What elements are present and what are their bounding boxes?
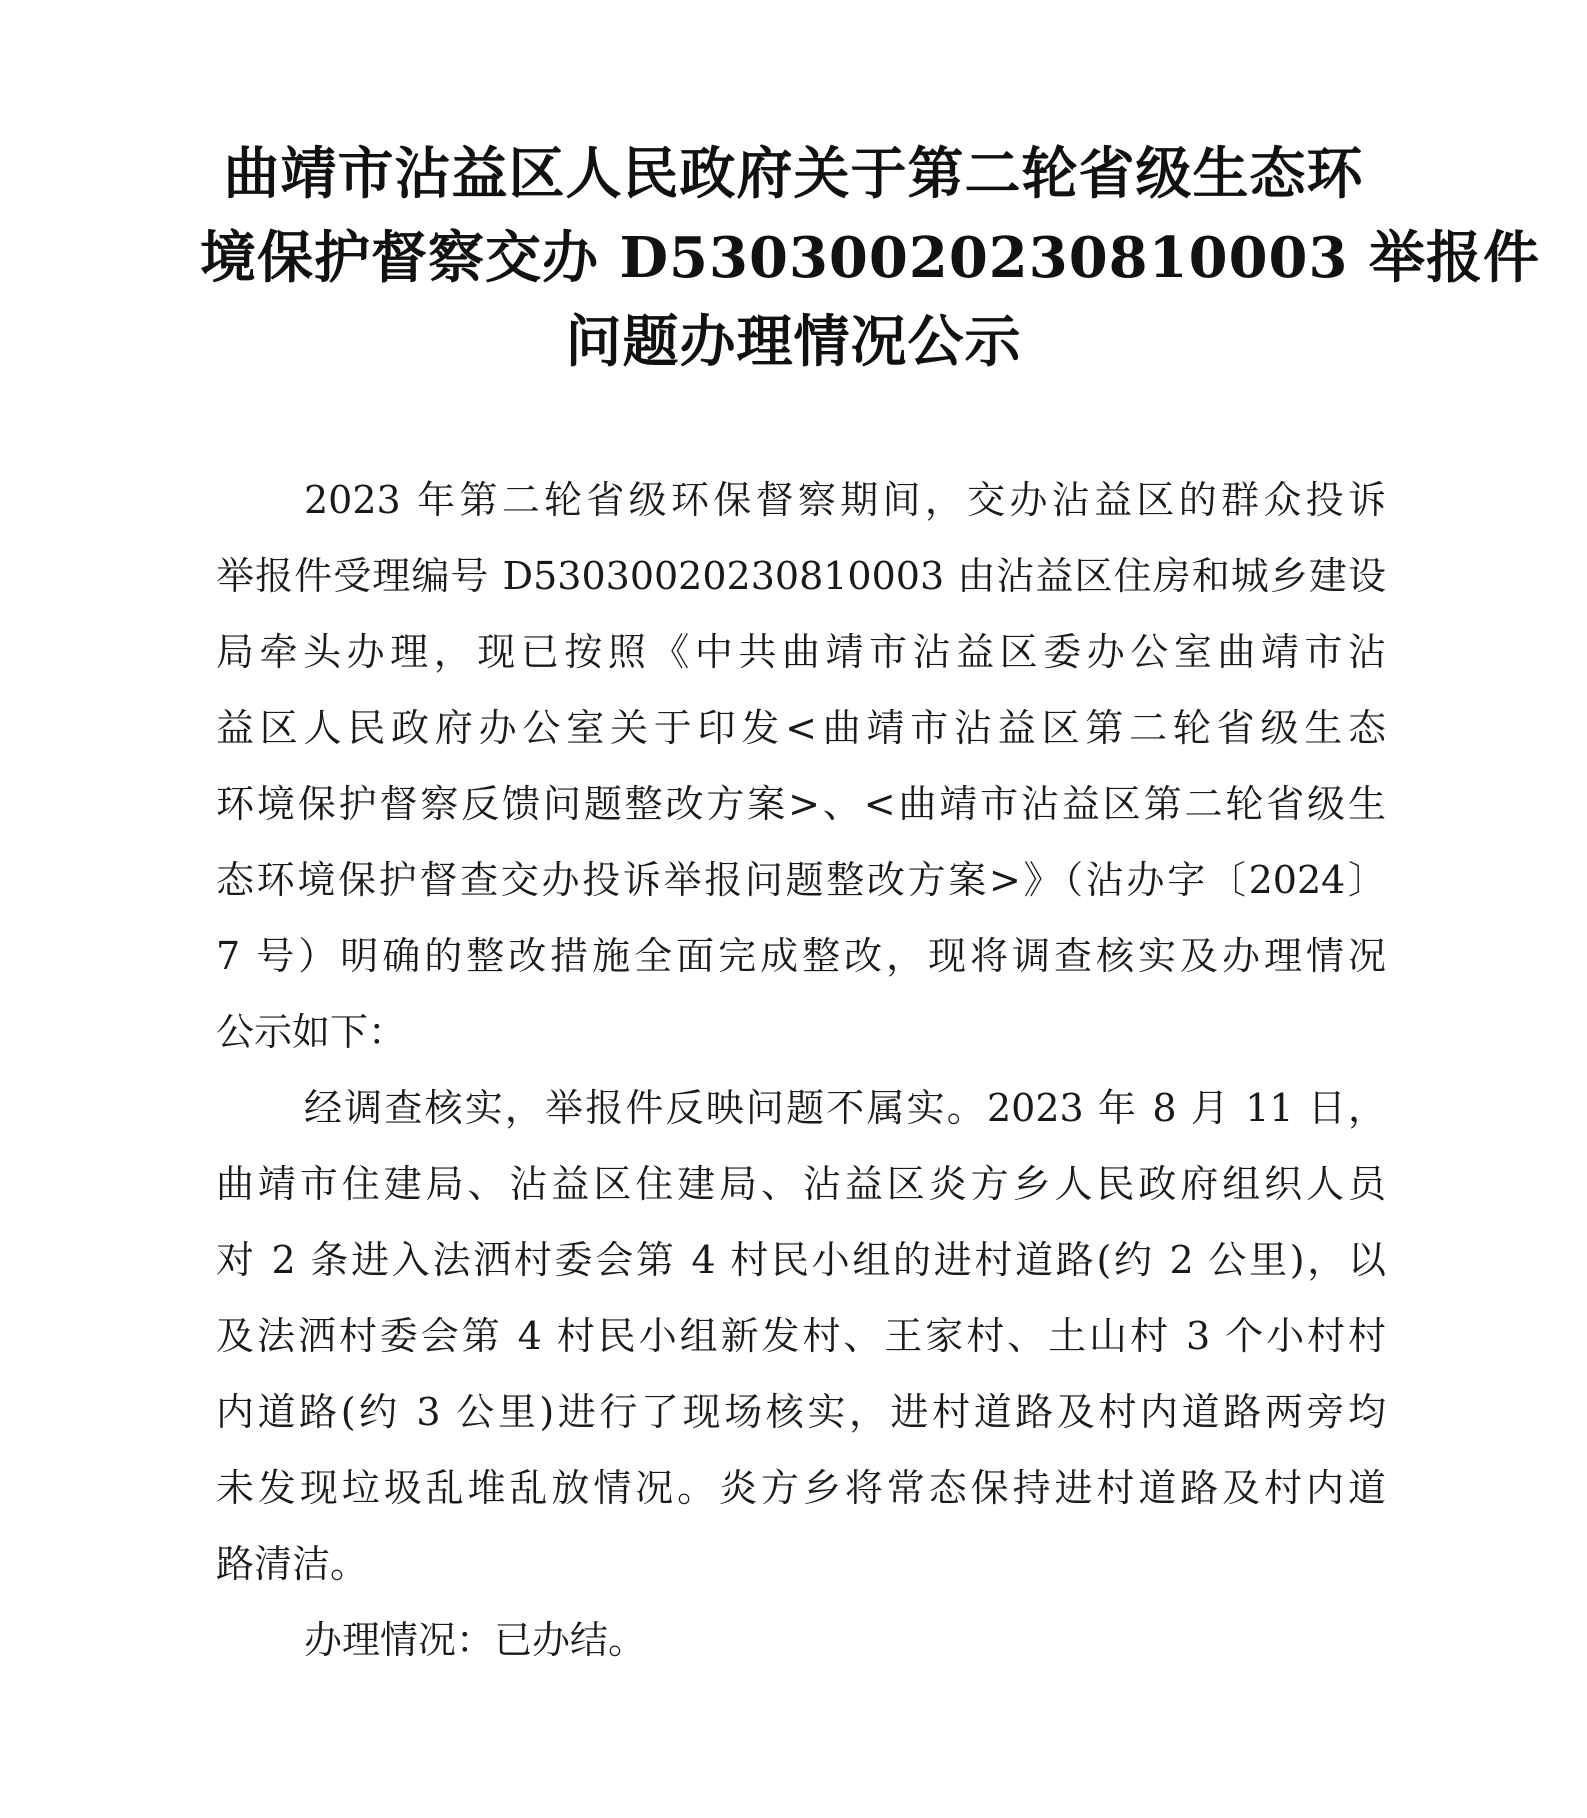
- paragraph-line: 公示如下：: [216, 1010, 407, 1054]
- paragraph-line: 办理情况：已办结。: [304, 1618, 647, 1662]
- paragraph-line: 对 2 条进入法洒村委会第 4 村民小组的进村道路(约 2 公里)，以: [216, 1238, 1386, 1282]
- paragraph-findings: [216, 1070, 1386, 1602]
- paragraph-line: 及法洒村委会第 4 村民小组新发村、王家村、土山村 3 个小村村: [216, 1314, 1386, 1358]
- document-title: [200, 132, 1540, 384]
- paragraph-line: 益区人民政府办公室关于印发<曲靖市沾益区第二轮省级生态: [216, 706, 1386, 750]
- paragraph-line: 曲靖市住建局、沾益区住建局、沾益区炎方乡人民政府组织人员: [216, 1162, 1386, 1206]
- paragraph-line: 2023 年第二轮省级环保督察期间，交办沾益区的群众投诉: [304, 478, 1386, 522]
- paragraph-status: [216, 1602, 1386, 1678]
- paragraph-line: 举报件受理编号 D53030020230810003 由沾益区住房和城乡建设: [216, 554, 1386, 598]
- title-line: 问题办理情况公示: [565, 309, 1022, 375]
- paragraph-line: 路清洁。: [216, 1542, 369, 1586]
- title-line: 曲靖市沾益区人民政府关于第二轮省级生态环: [223, 141, 1364, 207]
- paragraph-intro: [216, 462, 1386, 1070]
- document-body: [216, 462, 1386, 1678]
- paragraph-line: 7 号）明确的整改措施全面完成整改，现将调查核实及办理情况: [216, 934, 1386, 978]
- title-line: 境保护督察交办 D53030020230810003 举报件: [200, 225, 1540, 291]
- paragraph-line: 态环境保护督查交办投诉举报问题整改方案>》（沾办字〔2024〕: [216, 858, 1386, 902]
- paragraph-line: 环境保护督察反馈问题整改方案>、<曲靖市沾益区第二轮省级生: [216, 782, 1386, 826]
- paragraph-line: 局牵头办理，现已按照《中共曲靖市沾益区委办公室曲靖市沾: [216, 630, 1386, 674]
- paragraph-line: 未发现垃圾乱堆乱放情况。炎方乡将常态保持进村道路及村内道: [216, 1466, 1386, 1510]
- paragraph-line: 内道路(约 3 公里)进行了现场核实，进村道路及村内道路两旁均: [216, 1390, 1386, 1434]
- paragraph-line: 经调查核实，举报件反映问题不属实。2023 年 8 月 11 日，: [304, 1086, 1386, 1130]
